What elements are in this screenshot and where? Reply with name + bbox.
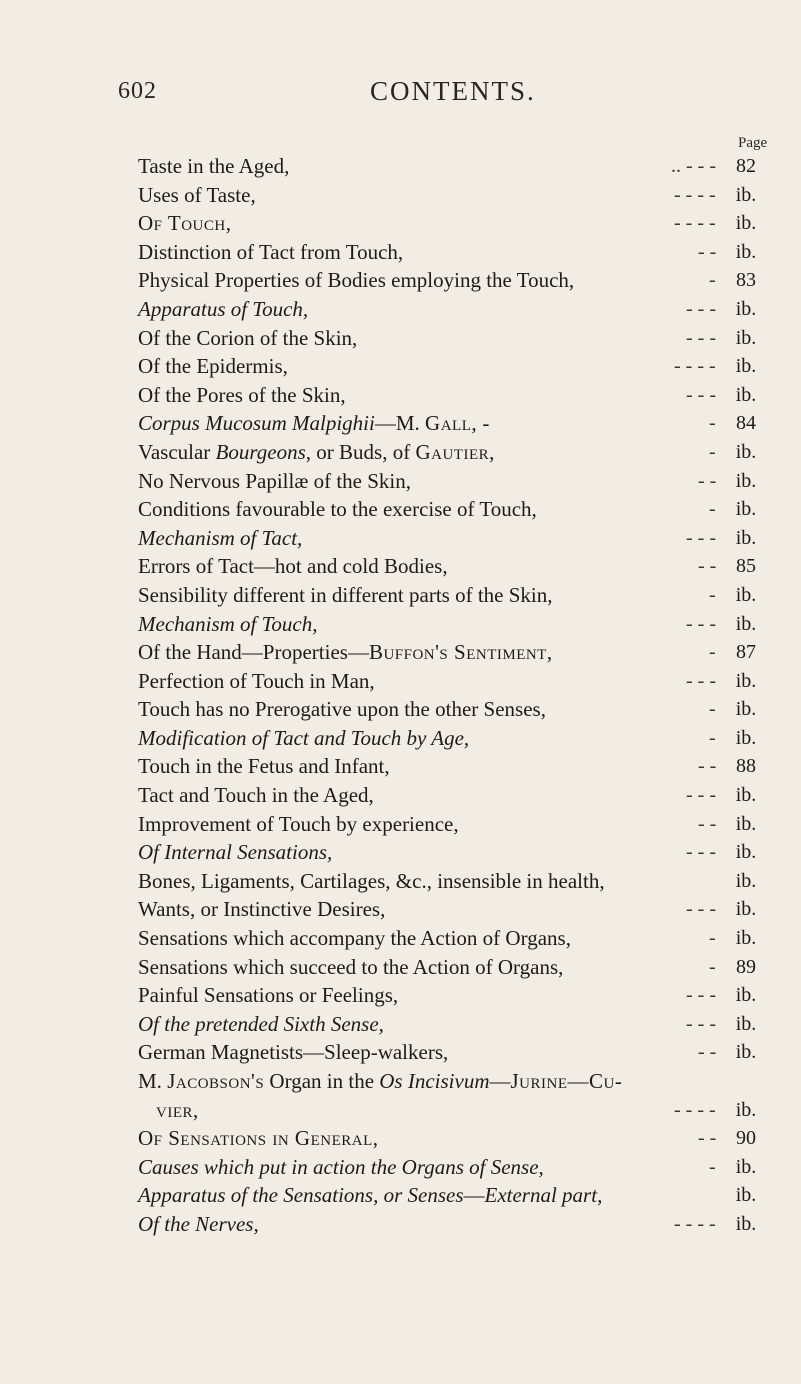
toc-entry-title-part: Of Internal Sensations, (138, 840, 333, 865)
toc-entry-leader: - - - - (674, 1212, 716, 1235)
toc-entry-page: 87 (736, 641, 756, 664)
toc-entry (138, 810, 768, 839)
running-head-title: CONTENTS. (370, 76, 536, 106)
toc-entry (138, 1010, 768, 1039)
toc-entry-title (138, 411, 489, 435)
toc-entry-title-part: Modification of Tact and Touch by Age, (138, 725, 470, 750)
toc-entry (138, 266, 768, 295)
toc-entry-leader: - - - (686, 784, 716, 807)
toc-entry (138, 1124, 768, 1153)
toc-entry (138, 181, 768, 210)
toc-entry-title (138, 211, 231, 235)
toc-entry-title (138, 354, 288, 378)
toc-entry (138, 381, 768, 410)
toc-entry (138, 1038, 768, 1067)
toc-entry-title (138, 697, 546, 721)
toc-entry-page: ib. (735, 583, 757, 606)
toc-entry-leader: - - (698, 1041, 717, 1064)
toc-entry-title-part: Of the Nerves, (138, 1211, 259, 1236)
toc-entry-title (138, 840, 332, 864)
toc-entry-leader: - - (698, 469, 717, 492)
toc-entry-leader: - - - (686, 326, 716, 349)
toc-entry-title-part: Of the pretended Sixth Sense, (138, 1011, 384, 1036)
page-number: 602 (118, 78, 157, 104)
toc-entry (138, 895, 768, 924)
toc-entry-page: ib. (735, 1155, 757, 1178)
toc-entry-title-part: Bones, Ligaments, Cartilages, &c., insensible in health, (138, 868, 605, 893)
toc-entry-page: ib. (735, 927, 757, 950)
toc-entry-title (138, 469, 411, 493)
toc-entry-title (138, 1012, 384, 1036)
toc-entry-title-part: Of the Corion of the Skin, (138, 325, 358, 350)
toc-entry-page: ib. (735, 841, 757, 864)
toc-entry-title-part: Mechanism of Tact, (138, 525, 303, 550)
toc-entry-leader: - - - (686, 1012, 716, 1035)
toc-entry-title (138, 983, 398, 1007)
toc-entry-page: ib. (735, 212, 757, 235)
toc-entry-title-part: Of the Pores of the Skin, (138, 382, 346, 407)
toc-entry-page: 90 (736, 1127, 756, 1150)
toc-entry-title-part: Gautier, (415, 439, 495, 464)
toc-entry (138, 438, 768, 467)
toc-entry-title (138, 640, 553, 664)
toc-entry-leader: - - (698, 555, 717, 578)
toc-entry-page: ib. (735, 984, 757, 1007)
toc-entry (138, 667, 768, 696)
toc-entry-title-part: Sensations which succeed to the Action of Organs, (138, 954, 564, 979)
toc-entry-title-part: Of the Epidermis, (138, 354, 288, 379)
toc-entry-title-part: Uses of Taste, (138, 182, 256, 207)
toc-entry-page: ib. (735, 240, 757, 263)
toc-entry (138, 610, 768, 639)
toc-entry-page: ib. (735, 612, 757, 635)
toc-entry-page: ib. (735, 498, 757, 521)
toc-entry-title-part: Jacobson's (167, 1069, 265, 1093)
toc-entry-title-part: Of the Hand—Properties— (138, 640, 369, 665)
toc-entry (138, 324, 768, 353)
toc-entry-title (138, 1155, 544, 1179)
toc-entry-title (138, 926, 571, 950)
toc-entry (138, 152, 768, 181)
toc-entry-leader: - - - - (674, 183, 716, 206)
toc-entry-page: 89 (736, 955, 756, 978)
toc-entry-title (138, 1212, 259, 1236)
toc-entry-leader: - (709, 955, 716, 978)
toc-entry-title-part: Conditions favourable to the exercise of Touch, (138, 497, 537, 522)
toc-entry-title-part: Mechanism of Touch, (138, 611, 318, 636)
toc-entry-title (138, 497, 537, 521)
toc-entry (138, 1210, 768, 1239)
toc-entry (138, 781, 768, 810)
toc-entry-leader: - (709, 498, 716, 521)
toc-entry-page: ib. (735, 1012, 757, 1035)
toc-entry-title-part: Errors of Tact—hot and cold Bodies, (138, 554, 448, 579)
toc-entry-leader: - - (698, 812, 717, 835)
toc-entry-title-part: Sensibility different in different parts of the Skin, (138, 582, 553, 607)
toc-entry-leader: - (709, 412, 716, 435)
toc-entry-page: ib. (735, 1098, 757, 1121)
toc-entry-title-part: Of Touch, (138, 211, 232, 236)
toc-entry-title-part: Physical Properties of Bodies employing the Touch, (138, 268, 575, 293)
toc-entry-leader: - - - - (674, 1098, 716, 1121)
toc-entry-title (138, 612, 317, 636)
toc-entry-title (138, 440, 495, 464)
toc-entry-leader: - - - (686, 669, 716, 692)
toc-entry-page: ib. (735, 469, 757, 492)
toc-entry-title (138, 754, 390, 778)
toc-entry (138, 1067, 768, 1096)
toc-entry-page: 83 (736, 269, 756, 292)
toc-entry-leader: - - - (686, 526, 716, 549)
toc-entry-title-part: Buffon's Sentiment, (368, 640, 553, 665)
toc-entry-title (138, 812, 459, 836)
toc-entry-page: ib. (735, 383, 757, 406)
toc-entry (138, 495, 768, 524)
toc-entry (138, 238, 768, 267)
toc-entry-title-part: Corpus Mucosum Malpighii (138, 411, 375, 436)
toc-entry-leader: - (709, 269, 716, 292)
toc-entry-title (138, 297, 308, 321)
page-column-label: Page (738, 135, 768, 151)
toc-entry-title-part: External part, (484, 1183, 603, 1208)
toc-entry-page: ib. (735, 726, 757, 749)
toc-entry (138, 867, 768, 896)
toc-entry-page: ib. (735, 326, 757, 349)
toc-entry (138, 409, 768, 438)
toc-entry-title-part: — (489, 1069, 511, 1093)
toc-entry-title-part: Apparatus of Touch, (138, 296, 309, 321)
toc-entry-title-part: , or Buds, of (305, 439, 416, 464)
toc-entry-title (138, 1069, 622, 1093)
toc-entry (138, 724, 768, 753)
toc-entry-leader: - (709, 641, 716, 664)
toc-entry-title-part: Distinction of Tact from Touch, (138, 239, 404, 264)
toc-entry-leader: - - - (686, 383, 716, 406)
toc-entry-page: ib. (735, 1184, 757, 1207)
toc-entry-page: ib. (735, 297, 757, 320)
toc-entry-title-part: Wants, or Instinctive Desires, (138, 897, 386, 922)
toc-entry-title-part: vier, (156, 1097, 199, 1122)
toc-entry-page: ib. (735, 812, 757, 835)
toc-entry-title (138, 955, 563, 979)
toc-entry-title-part: No Nervous Papillæ of the Skin, (138, 468, 411, 493)
toc-entry-leader: - - - (686, 612, 716, 635)
toc-entry-title (138, 869, 605, 893)
toc-entry-title-part: Causes which put in action the Organs of Sense, (138, 1154, 544, 1179)
toc-entry-title-part: Sensations which accompany the Action of Organs, (138, 926, 571, 951)
toc-entry-leader: - - - (686, 841, 716, 864)
toc-entry-leader: - - - (686, 898, 716, 921)
toc-entry-title-part: Tact and Touch in the Aged, (138, 783, 374, 808)
toc-entry-leader: - - - - (674, 212, 716, 235)
toc-entry (138, 352, 768, 381)
toc-entry-page: ib. (735, 898, 757, 921)
toc-entry-title-part: Of Sensations in General, (138, 1126, 379, 1151)
toc-entry-leader: - (709, 583, 716, 606)
toc-entry (138, 295, 768, 324)
toc-entry (138, 552, 768, 581)
toc-entry-title (138, 154, 289, 178)
toc-entry-page: ib. (735, 1041, 757, 1064)
toc-entry-page: ib. (735, 526, 757, 549)
toc-entry-title (138, 383, 346, 407)
toc-entry-title-part: Taste in the Aged, (138, 154, 290, 178)
toc-entry-leader: - - (698, 240, 717, 263)
toc-entry-title-part: - (477, 411, 490, 436)
toc-entry-leader: - (709, 698, 716, 721)
toc-entry (138, 581, 768, 610)
toc-entry-title-part: Organ in the (264, 1069, 380, 1093)
toc-entry (138, 981, 768, 1010)
toc-entry (138, 924, 768, 953)
toc-entry (138, 1153, 768, 1182)
toc-entry-leader: - - (698, 755, 717, 778)
toc-entry-title (138, 554, 448, 578)
toc-entry-title-part: Jurine—Cu- (510, 1069, 623, 1093)
toc-entry-leader: .. - - - (671, 155, 716, 177)
toc-entry-title-part: — (463, 1183, 485, 1208)
toc-entry (138, 638, 768, 667)
toc-entry-page: ib. (735, 355, 757, 378)
toc-entry-title (138, 240, 403, 264)
toc-entry-title-part: Improvement of Touch by experience, (138, 811, 459, 836)
toc-entry (138, 838, 768, 867)
toc-entry-title (138, 526, 302, 550)
toc-entry-title (156, 1098, 199, 1122)
toc-entry (138, 209, 768, 238)
toc-entry (138, 524, 768, 553)
toc-entry-title (138, 183, 256, 207)
toc-entry-title-part: Painful Sensations or Feelings, (138, 983, 399, 1008)
toc-entry-page: ib. (735, 1212, 757, 1235)
toc-entry-title-part: Vascular (138, 439, 216, 464)
toc-entry-page: 84 (736, 412, 756, 435)
toc-entry-page: ib. (735, 784, 757, 807)
toc-entry-title (138, 726, 469, 750)
toc-entry-title (138, 1126, 379, 1150)
toc-entry-page: 88 (736, 755, 756, 778)
toc-entry-title (138, 583, 552, 607)
toc-entry (138, 953, 768, 982)
toc-entry-title-part: M. (138, 1069, 168, 1093)
toc-entry-title-part: Os Incisivum (379, 1069, 490, 1093)
toc-entry (138, 695, 768, 724)
toc-entry-leader: - - (698, 1127, 717, 1150)
toc-entry-title-part: Touch has no Prerogative upon the other Senses, (138, 697, 546, 722)
toc-entry-leader: - (709, 440, 716, 463)
toc-entry-leader: - - - (686, 984, 716, 1007)
toc-entry-page: ib. (735, 669, 757, 692)
toc-entry-title (138, 783, 374, 807)
toc-entry-title-part: Apparatus of the Sensations, or Senses (138, 1183, 464, 1208)
toc-entry-title (138, 669, 375, 693)
toc-entry-title-part: —M. (374, 411, 426, 436)
toc-entry-leader: - (709, 726, 716, 749)
toc-entry-leader: - - - (686, 297, 716, 320)
table-of-contents (138, 152, 768, 1239)
toc-entry-page: 82 (736, 155, 756, 177)
toc-entry-page: 85 (736, 555, 756, 578)
toc-entry-title (138, 1040, 448, 1064)
toc-entry-leader: - - - - (674, 355, 716, 378)
toc-entry-leader: - (709, 1155, 716, 1178)
toc-entry-title-part: Gall, (425, 411, 478, 436)
toc-entry-title (138, 1183, 602, 1207)
toc-entry-page: ib. (735, 183, 757, 206)
toc-entry-title (138, 326, 357, 350)
toc-entry (138, 1181, 768, 1210)
toc-entry-title-part: Touch in the Fetus and Infant, (138, 754, 390, 779)
toc-entry-title-part: German Magnetists—Sleep-walkers, (138, 1040, 449, 1065)
toc-entry-page: ib. (735, 440, 757, 463)
toc-entry (138, 467, 768, 496)
toc-entry (138, 752, 768, 781)
toc-entry-title (138, 268, 574, 292)
toc-entry-page: ib. (735, 698, 757, 721)
toc-entry (138, 1096, 768, 1125)
toc-entry-leader: - (709, 927, 716, 950)
toc-entry-page: ib. (735, 869, 757, 892)
toc-entry-title-part: Bourgeons (215, 439, 306, 464)
toc-entry-title (138, 897, 385, 921)
toc-entry-title-part: Perfection of Touch in Man, (138, 668, 375, 693)
